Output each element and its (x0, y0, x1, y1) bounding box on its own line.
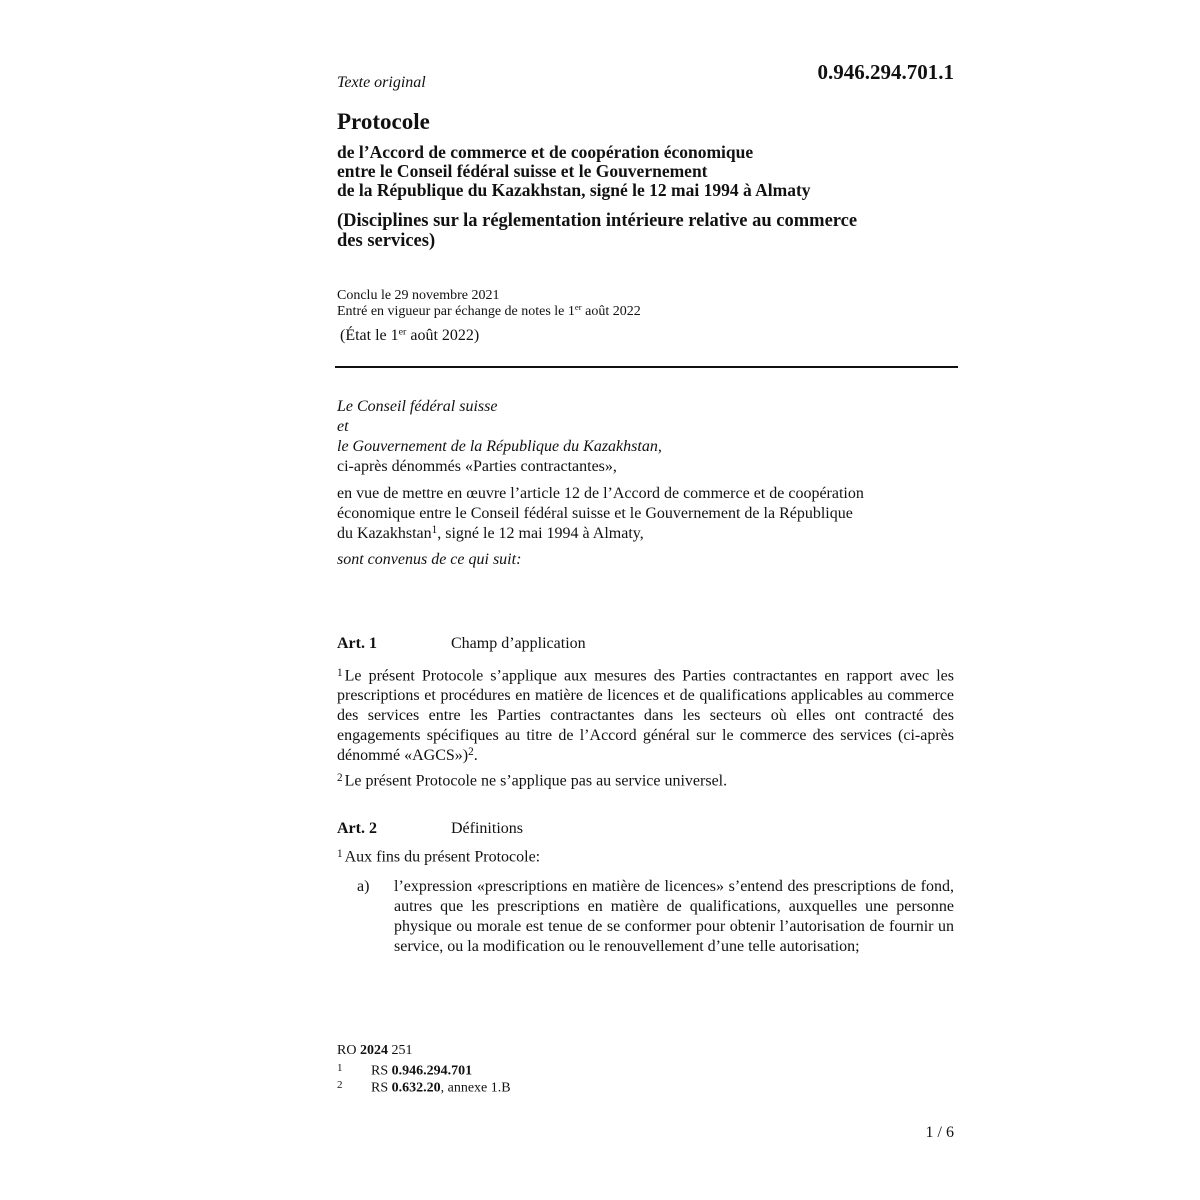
official-compilation-ref (337, 1043, 412, 1059)
document-number: 0.946.294.701.1 (817, 60, 954, 84)
preamble-line: économique entre le Conseil fédéral suisse et le Gouvernement de la République (337, 505, 853, 522)
conjunction: et (337, 418, 349, 435)
preamble-text (337, 484, 864, 544)
paragraph-text: Aux fins du présent Protocole: (344, 848, 541, 866)
subtitle-line: de la République du Kazakhstan, signé le 12 mai 1994 à Almaty (337, 180, 811, 200)
in-force-text-end: août 2022 (581, 304, 641, 319)
party-one: Le Conseil fédéral suisse (337, 398, 498, 415)
footnote-ref[interactable]: 2 (468, 746, 474, 759)
footnote-suffix: , annexe 1.B (440, 1080, 511, 1096)
original-text-label: Texte original (337, 74, 426, 91)
ordinal-sup: er (398, 326, 407, 338)
paragraph-number: 2 (337, 772, 343, 784)
ro-number: 251 (387, 1043, 413, 1058)
article-number: Art. 2 (337, 820, 377, 837)
parties-block (337, 397, 662, 477)
article-1-heading (337, 635, 586, 653)
status-text-end: août 2022) (406, 327, 480, 344)
ro-year: 2024 (359, 1043, 388, 1058)
status-date (340, 327, 479, 345)
footnote-number: 2 (337, 1079, 343, 1091)
subtitle-line: de l’Accord de commerce et de coopération économique (337, 142, 754, 162)
document-subtitle (337, 143, 811, 200)
document-title: Protocole (337, 109, 430, 134)
footnote-number: 1 (337, 1062, 343, 1074)
concluded-date: Conclu le 29 novembre 2021 (337, 288, 500, 303)
document-subject (337, 211, 857, 251)
footnote (337, 1079, 511, 1096)
preamble-text-part: du Kazakhstan (337, 525, 432, 542)
item-label: a) (357, 878, 370, 895)
status-text: (État le 1 (340, 327, 399, 344)
paragraph-text: Le présent Protocole ne s’applique pas au service universel. (344, 772, 728, 790)
in-force-date (337, 304, 641, 320)
dates-block (337, 288, 641, 320)
paragraph-end: . (473, 747, 478, 765)
header-divider (335, 366, 958, 368)
item-text: l’expression «prescriptions en matière de licences» s’entend des prescriptions de fond, autres que les prescriptions en matière de qualifications, auxquelles une personne physique ou morale est tenue de se conformer pour obtenir l’autorisation de fournir un service, ou la modification ou le renouvellement d’une telle autorisation; (394, 878, 954, 955)
article-number: Art. 1 (337, 635, 377, 652)
in-force-text: Entré en vigueur par échange de notes le 1 (337, 304, 575, 319)
party-two: le Gouvernement de la République du Kazakhstan, (337, 438, 662, 455)
paragraph-text: Le présent Protocole s’applique aux mesures des Parties contractantes en rapport avec les prescriptions et procédures en matière de licences et de qualifications applicables au commerce des services entre les Parties contractantes dans les secteurs où elles ont contracté des engagements spécifiques au titre de l’Accord général sur le commerce des services (ci-après dénommé «AGCS») (337, 667, 954, 765)
ro-prefix: RO (337, 1043, 360, 1058)
article-2-paragraph-1 (337, 848, 540, 866)
definition-item-a (357, 877, 954, 957)
paragraph-number: 1 (337, 848, 343, 860)
footnote-prefix: RS (371, 1063, 392, 1079)
footnote (337, 1062, 472, 1079)
footnote-prefix: RS (371, 1080, 392, 1096)
article-2-heading (337, 820, 523, 838)
subject-line: des services) (337, 231, 436, 251)
footnote-link[interactable]: 0.632.20 (391, 1080, 441, 1096)
subtitle-line: entre le Conseil fédéral suisse et le Gouvernement (337, 161, 708, 181)
footnote-link[interactable]: 0.946.294.701 (391, 1063, 473, 1079)
paragraph-number: 1 (337, 667, 343, 679)
article-1-paragraph-2 (337, 772, 727, 790)
preamble-line: en vue de mettre en œuvre l’article 12 de l’Accord de commerce et de coopération (337, 485, 864, 502)
subject-line: (Disciplines sur la réglementation intérieure relative au commerce (337, 211, 858, 231)
agreement-phrase: sont convenus de ce qui suit: (337, 551, 522, 568)
preamble-line (337, 524, 864, 544)
preamble-text-part: , signé le 12 mai 1994 à Almaty, (437, 525, 644, 542)
article-title: Définitions (451, 820, 523, 837)
page-number: 1 / 6 (925, 1124, 954, 1141)
article-title: Champ d’application (451, 635, 586, 652)
hereinafter-text: ci-après dénommés «Parties contractantes», (337, 458, 617, 475)
ordinal-sup: er (574, 302, 582, 313)
article-1-paragraph-1 (337, 663, 954, 766)
footnote-ref[interactable]: 1 (431, 523, 438, 536)
